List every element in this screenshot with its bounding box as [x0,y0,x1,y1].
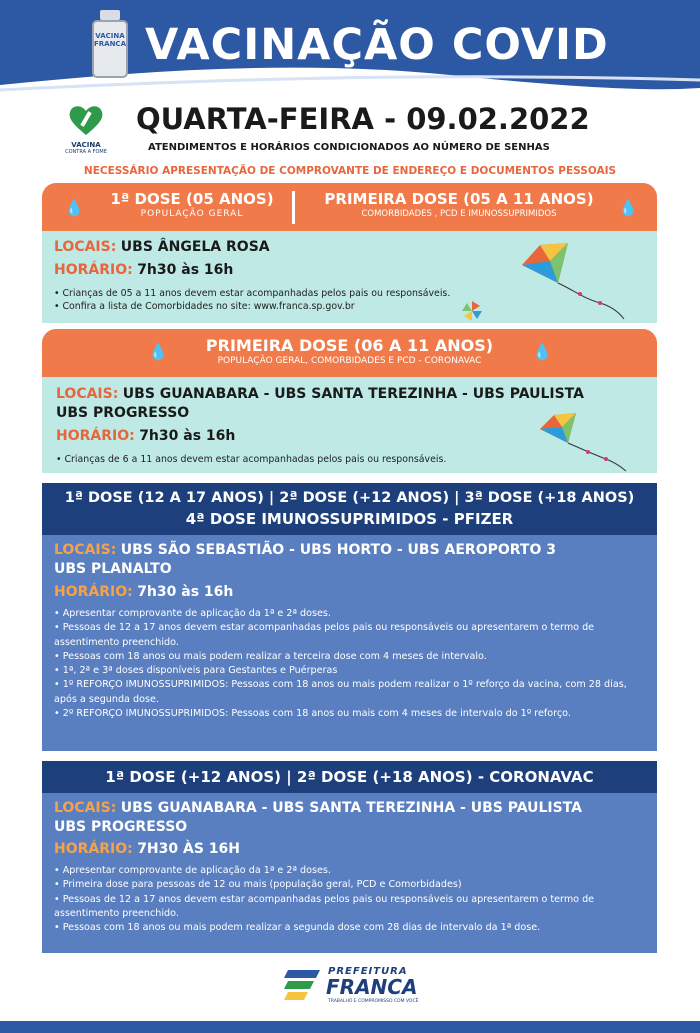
section1-header [42,183,657,231]
bottom-bar [0,1021,700,1033]
locais-label: LOCAIS: [54,239,117,255]
section2-title: PRIMEIRA DOSE (06 A 11 ANOS) [205,336,494,355]
section1-right-title: PRIMEIRA DOSE (05 A 11 ANOS) [324,190,594,208]
section1-left-title: 1ª DOSE (05 ANOS) [110,190,274,208]
section2-locais-line2: UBS PROGRESSO [56,405,190,421]
section1-right-sub: COMORBIDADES , PCD E IMUNOSSUPRIMIDOS [361,209,557,219]
list-item: • Pessoas com 18 anos ou mais podem realizar a terceira dose com 4 meses de intervalo. [54,650,649,664]
horario-label: HORÁRIO: [54,262,133,278]
footer-city: FRANCA [326,975,418,999]
section1-panel [42,231,657,323]
section2-panel [42,377,657,473]
section1-horario: 7h30 às 16h [137,262,234,278]
vial-label-1: VACINA [95,32,125,40]
prefeitura-franca-logo [284,962,424,1007]
drop-icon: 💧 [532,342,552,361]
list-item: • Crianças de 6 a 11 anos devem estar acompanhadas pelos pais ou responsáveis. [56,453,536,466]
notice: NECESSÁRIO APRESENTAÇÃO DE COMPROVANTE DE ENDEREÇO E DOCUMENTOS PESSOAIS [83,165,617,177]
section4-title: 1ª DOSE (+12 ANOS) | 2ª DOSE (+18 ANOS) - CORONAVAC [105,768,594,786]
footer-slogan: TRABALHO E COMPROMISSO COM VOCÊ [328,999,419,1004]
section1-left-sub: POPULAÇÃO GERAL [140,209,244,219]
kite-icon [540,411,630,473]
drop-icon: 💧 [618,198,638,217]
drop-icon: 💧 [148,342,168,361]
list-item: • 2º REFORÇO IMUNOSSUPRIMIDOS: Pessoas com 18 anos ou mais com 4 meses de intervalo do 1º reforço. [54,707,649,721]
footer-prefeitura: PREFEITURA [328,966,408,977]
list-item: • Primeira dose para pessoas de 12 ou mais (população geral, PCD e Comorbidades) [54,878,649,892]
section1-locais: UBS ÂNGELA ROSA [120,239,270,255]
list-item: • Apresentar comprovante de aplicação da 1ª e 2ª doses. [54,864,649,878]
section4-locais-line2: UBS PROGRESSO [54,819,188,835]
vial-label-2: FRANCA [93,40,126,48]
section4-horario: 7H30 ÀS 16H [137,841,240,857]
section4-bullets [54,864,649,935]
list-item: • Apresentar comprovante de aplicação da 1ª e 2ª doses. [54,607,649,621]
heart-icon [68,103,104,137]
list-item: • Pessoas com 18 anos ou mais podem realizar a segunda dose com 28 dias de intervalo da 1ª dose. [54,921,649,935]
section2-header [42,329,657,377]
vaccine-vial-icon [90,10,130,78]
list-item: • Pessoas de 12 a 17 anos devem estar acompanhadas pelos pais ou responsáveis ou apresentarem o termo de assentimento preenchido. [54,893,649,922]
franca-flag-icon [284,966,324,1002]
horario-label: HORÁRIO: [56,428,135,444]
section2-horario: 7h30 às 16h [139,428,236,444]
locais-label: LOCAIS: [54,800,117,816]
main-title: VACINAÇÃO COVID [145,20,609,70]
drop-icon: 💧 [64,198,84,217]
section3-horario: 7h30 às 16h [137,584,234,600]
subtitle: ATENDIMENTOS E HORÁRIOS CONDICIONADOS AO NÚMERO DE SENHAS [148,142,550,153]
section4-panel [42,793,657,953]
vacina-contra-fome-logo [64,103,108,155]
section2-sub: POPULAÇÃO GERAL, COMORBIDADES E PCD - CORONAVAC [217,356,482,366]
header-banner [0,0,700,100]
pinwheel-icon [462,301,482,321]
kite-icon [520,239,630,323]
section2-bullets [56,453,536,466]
section3-title-line1: 1ª DOSE (12 A 17 ANOS) | 2ª DOSE (+12 ANOS) | 3ª DOSE (+18 ANOS) [64,490,635,506]
horario-label: HORÁRIO: [54,841,133,857]
section3-bullets [54,607,649,721]
list-item: • Confira a lista de Comorbidades no site: www.franca.sp.gov.br [54,300,534,313]
horario-label: HORÁRIO: [54,584,133,600]
locais-label: LOCAIS: [56,386,119,402]
date-title: QUARTA-FEIRA - 09.02.2022 [136,102,590,136]
section4-header [42,761,657,793]
section4-locais-line1: UBS GUANABARA - UBS SANTA TEREZINHA - UBS PAULISTA [120,800,582,816]
section3-title-line2: 4ª DOSE IMUNOSSUPRIMIDOS - PFIZER [185,510,514,528]
logo-text: VACINA [71,141,101,149]
section2-locais-line1: UBS GUANABARA - UBS SANTA TEREZINHA - UBS PAULISTA [122,386,584,402]
list-item: • 1º REFORÇO IMUNOSSUPRIMIDOS: Pessoas com 18 anos ou mais podem realizar o 1º reforço da vacina, com 28 dias, após a segunda dose. [54,678,649,707]
list-item: • Crianças de 05 a 11 anos devem estar acompanhadas pelos pais ou responsáveis. [54,287,534,300]
logo-subtext: CONTRA A FOME [65,149,107,155]
section1-divider [292,191,295,224]
section3-header [42,483,657,535]
list-item: • 1ª, 2ª e 3ª doses disponíveis para Gestantes e Puérperas [54,664,649,678]
section3-locais-line1: UBS SÃO SEBASTIÃO - UBS HORTO - UBS AEROPORTO 3 [120,542,556,558]
locais-label: LOCAIS: [54,542,117,558]
section3-panel [42,535,657,751]
section3-locais-line2: UBS PLANALTO [54,561,172,577]
list-item: • Pessoas de 12 a 17 anos devem estar acompanhadas pelos pais ou responsáveis ou apresentarem o termo de assentimento preenchido. [54,621,649,650]
